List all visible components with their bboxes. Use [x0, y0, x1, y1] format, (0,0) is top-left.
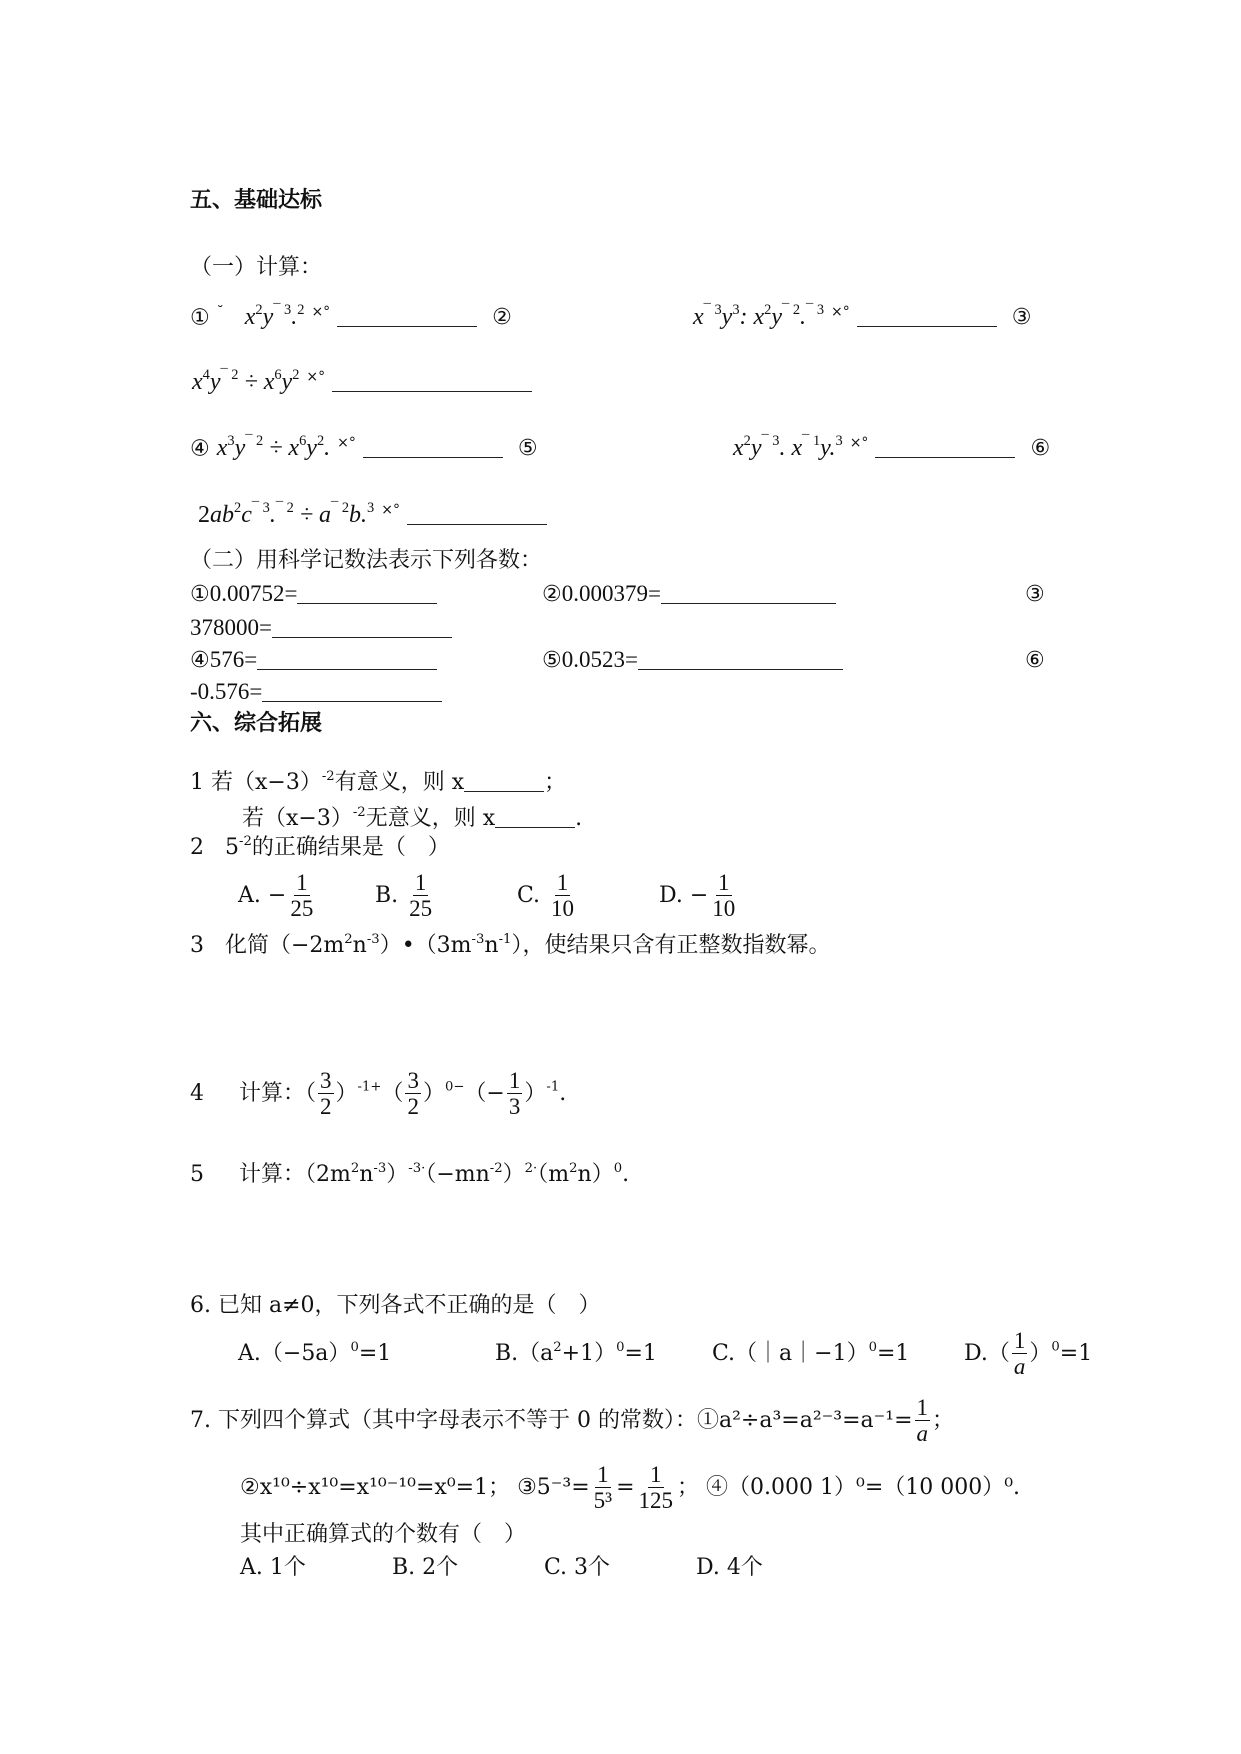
text: D.（	[964, 1340, 1010, 1366]
question-number: 7.	[190, 1407, 211, 1433]
text: ），使结果只含有正整数指数幂。	[511, 933, 831, 958]
item-value: 378000=	[190, 615, 272, 640]
numerator: 1	[718, 870, 730, 895]
denominator: 2	[407, 1094, 419, 1120]
garbled-suffix: ×°	[311, 304, 331, 320]
item-value: 0.0523=	[561, 647, 638, 672]
item-value: 0.000379=	[561, 581, 661, 606]
sci-item-6-label	[1025, 648, 1045, 672]
sci-item-4	[190, 648, 437, 672]
item-label: ⑥	[1030, 436, 1051, 462]
text: ）•（3m	[379, 933, 472, 958]
denominator: 5³	[593, 1488, 613, 1514]
text: B.（a	[495, 1340, 554, 1366]
item-label: ⑥	[1025, 648, 1045, 673]
exponent: 2	[350, 1160, 360, 1176]
numerator: 3	[407, 1068, 419, 1093]
item-label: ②	[542, 582, 562, 607]
answer-blank[interactable]	[337, 306, 477, 327]
text: n）	[577, 1162, 614, 1187]
question-number: 1	[190, 770, 204, 795]
exponent: -1+	[357, 1079, 382, 1095]
calc-item-6	[198, 500, 547, 529]
text: +1）	[561, 1340, 617, 1366]
sci-item-1	[190, 582, 437, 606]
denominator: a	[1013, 1354, 1026, 1380]
item-label: ⑤	[542, 648, 562, 673]
exponent: -1	[546, 1079, 560, 1095]
text: =1	[876, 1340, 910, 1366]
answer-blank[interactable]	[297, 583, 437, 604]
numerator: 1	[1013, 1328, 1026, 1353]
text: 的正确结果是（ ）	[251, 835, 450, 860]
option-label: A.	[238, 882, 261, 908]
question-number: 4	[190, 1080, 204, 1106]
text: （−mn	[425, 1162, 490, 1187]
denominator: 3	[508, 1094, 521, 1120]
question-2	[190, 833, 450, 860]
text: 化简（−2m	[224, 933, 345, 958]
item-label: ④	[190, 648, 210, 673]
question-7-prompt: 其中正确算式的个数有（ ）	[240, 1522, 527, 1547]
numerator: 1	[597, 1462, 609, 1487]
denominator: 2	[320, 1094, 332, 1120]
text: ）	[502, 1162, 525, 1187]
sci-item-3-label	[1025, 582, 1045, 606]
question-2-options	[238, 870, 739, 922]
answer-blank[interactable]	[363, 437, 503, 458]
exponent: -3·	[408, 1160, 426, 1176]
exponent: 0	[1051, 1339, 1060, 1355]
question-number: 2	[190, 835, 204, 860]
text: .	[575, 806, 583, 831]
expression-3: ③5⁻³=	[517, 1474, 590, 1500]
answer-blank[interactable]	[495, 807, 575, 828]
numerator: 3	[320, 1068, 332, 1093]
exponent: -3	[373, 1160, 387, 1176]
garbled-suffix: ×°	[831, 304, 850, 320]
exponent: -2	[489, 1160, 503, 1176]
text: 已知 a≠0，下列各式不正确的是（ ）	[218, 1293, 601, 1318]
exponent: 0	[350, 1339, 359, 1355]
item-label: ⑤	[517, 436, 538, 462]
item-value: 576=	[209, 647, 258, 672]
text: =1	[624, 1340, 657, 1366]
question-1-line-2	[242, 804, 583, 831]
text: 5	[224, 835, 239, 860]
exponent: 2	[344, 931, 353, 947]
option-c[interactable]	[517, 870, 652, 922]
expression-1: ①a²÷a³=a²⁻³=a⁻¹=	[697, 1407, 913, 1433]
answer-blank[interactable]	[857, 306, 997, 327]
answer-blank[interactable]	[272, 617, 452, 638]
question-6-options	[238, 1328, 1092, 1380]
math-expr: $x^2y^{¯ 3}.^2$	[244, 302, 305, 331]
text: =1	[358, 1340, 392, 1366]
text: ；	[677, 1474, 700, 1500]
option-d[interactable]	[964, 1328, 1092, 1380]
question-number: 6.	[190, 1293, 211, 1318]
expression-2: ②x¹⁰÷x¹⁰=x¹⁰⁻¹⁰=x⁰=1；	[240, 1474, 511, 1500]
math-expr: $x^3y^{¯ 2} \div x^6y^2$.	[216, 433, 331, 462]
exponent: -3	[471, 931, 485, 947]
math-expr: $2ab^2c^{¯ 3}.^{¯ 2} \div a^{¯ 2}b.^3$	[198, 500, 375, 529]
math-expr: $x^4y^{¯ 2} \div x^6y^2$	[192, 367, 300, 396]
part-1-title: （一）计算：	[190, 255, 323, 280]
option-label: C.	[517, 882, 541, 908]
answer-blank[interactable]	[464, 771, 544, 792]
section-6-title: 六、综合拓展	[190, 711, 323, 736]
text: A.（−5a）	[238, 1340, 351, 1366]
exponent: -2	[238, 833, 252, 849]
exponent: 2·	[524, 1160, 538, 1176]
sci-item-5	[542, 648, 843, 672]
option-a[interactable]	[238, 870, 368, 922]
text: （2m	[304, 1162, 351, 1187]
exponent: 0−	[444, 1079, 465, 1095]
exponent: -1	[498, 931, 512, 947]
exponent: 2	[569, 1160, 578, 1176]
garbled-suffix: ×°	[381, 502, 400, 518]
text: （m	[537, 1162, 570, 1187]
question-4: 4 计算：（ $\frac{3}{2}$ ）$^{-1+}$（ $\frac{3}{2}$ ）$^{0-}$（− $\frac{1}{3}$ ）$^{-1}$.	[190, 1068, 567, 1120]
answer-blank[interactable]	[875, 437, 1015, 458]
question-3	[190, 931, 831, 958]
calc-item-2	[693, 302, 1032, 331]
text: ；	[932, 1407, 955, 1433]
sign: −	[267, 882, 287, 908]
answer-blank[interactable]	[262, 681, 442, 702]
question-6	[190, 1295, 601, 1317]
calc-item-4	[190, 433, 538, 462]
expression-4: ④（0.000 1）⁰=（10 000）⁰.	[706, 1474, 1021, 1500]
item-value: -0.576=	[190, 679, 263, 704]
sci-item-3	[190, 616, 452, 639]
text: 若（x−3）	[242, 806, 353, 831]
denominator: 25	[409, 896, 433, 922]
numerator: 1	[508, 1068, 521, 1093]
question-number: 5	[190, 1162, 204, 1187]
item-label: ④	[190, 436, 210, 462]
text: =1	[1059, 1340, 1093, 1366]
option-b[interactable]	[375, 870, 510, 922]
math-expr: $x^{¯ 3}y^3$: $x^2y^{¯ 2}.^{¯ 3}$	[693, 302, 825, 331]
garbled-mark: ˘	[216, 304, 224, 320]
denominator: 10	[712, 896, 736, 922]
numerator: 1	[556, 870, 569, 895]
question-7	[190, 1395, 954, 1447]
option-a[interactable]: A. 1个	[240, 1555, 306, 1580]
garbled-suffix: ×°	[337, 435, 356, 451]
text: ）	[386, 1162, 409, 1187]
text: n	[359, 1162, 374, 1187]
answer-blank[interactable]	[407, 504, 547, 525]
exponent: -3	[366, 931, 380, 947]
text: 计算：	[238, 1080, 305, 1106]
item-label: ③	[1025, 582, 1045, 607]
garbled-suffix: ×°	[306, 369, 326, 385]
item-label: ②	[492, 305, 512, 331]
calc-item-1	[190, 302, 512, 331]
denominator: 10	[551, 896, 575, 922]
option-b[interactable]: B. 2个	[392, 1555, 459, 1580]
numerator: 1	[296, 870, 308, 895]
sci-item-2	[542, 582, 836, 606]
numerator: 1	[916, 1395, 929, 1420]
calc-item-3	[192, 367, 532, 396]
option-label: D.	[659, 882, 683, 908]
option-b[interactable]	[495, 1339, 705, 1366]
question-number: 3	[190, 933, 204, 958]
calc-item-5	[733, 433, 1051, 462]
item-label: ③	[1011, 305, 1032, 331]
question-1-line-1	[190, 768, 567, 795]
option-d[interactable]	[659, 870, 739, 922]
text: 下列四个算式（其中字母表示不等于 0 的常数）：	[218, 1407, 697, 1433]
text: n	[484, 933, 499, 958]
question-5	[190, 1160, 630, 1187]
option-label: B.	[375, 882, 399, 908]
text: .	[559, 1080, 567, 1106]
answer-blank[interactable]	[257, 649, 437, 670]
exponent: -2	[352, 804, 366, 820]
text: ；	[544, 770, 567, 795]
exponent: 2	[553, 1339, 562, 1355]
text: 计算：	[238, 1162, 305, 1187]
option-a[interactable]	[238, 1339, 488, 1366]
exponent: 0	[616, 1339, 625, 1355]
item-value: 0.00752=	[209, 581, 298, 606]
text: ）	[1029, 1340, 1052, 1366]
numerator: 1	[414, 870, 427, 895]
numerator: 1	[650, 1462, 662, 1487]
option-c[interactable]: C. 3个	[544, 1555, 611, 1580]
item-label: ①	[190, 582, 210, 607]
exponent: 0	[613, 1160, 623, 1176]
text: C.（｜a｜−1）	[712, 1340, 869, 1366]
math-expr: $x^2y^{¯ 3}$. $x^{¯ 1}y.^3$	[733, 433, 843, 462]
denominator: 125	[638, 1488, 674, 1514]
sci-item-6	[190, 680, 442, 703]
text: 若（x−3）	[211, 770, 322, 795]
text: .	[622, 1162, 630, 1187]
option-c[interactable]	[712, 1339, 957, 1366]
text: 有意义，则 x	[334, 770, 465, 795]
exponent: 0	[868, 1339, 877, 1355]
part-2-title: （二）用科学记数法表示下列各数：	[190, 548, 543, 573]
denominator: a	[916, 1421, 929, 1447]
item-label: ①	[190, 305, 210, 331]
sign: −	[689, 882, 709, 908]
denominator: 25	[290, 896, 314, 922]
question-7-options	[240, 1557, 763, 1579]
text: n	[352, 933, 367, 958]
garbled-suffix: ×°	[849, 435, 869, 451]
answer-blank[interactable]	[638, 649, 843, 670]
exponent: -2	[321, 768, 335, 784]
text: 无意义，则 x	[365, 806, 496, 831]
question-7-expressions	[240, 1462, 1020, 1514]
option-d[interactable]: D. 4个	[696, 1555, 763, 1580]
answer-blank[interactable]	[332, 371, 532, 392]
section-5-title: 五、基础达标	[190, 188, 323, 213]
answer-blank[interactable]	[661, 583, 836, 604]
text: =	[616, 1474, 635, 1500]
